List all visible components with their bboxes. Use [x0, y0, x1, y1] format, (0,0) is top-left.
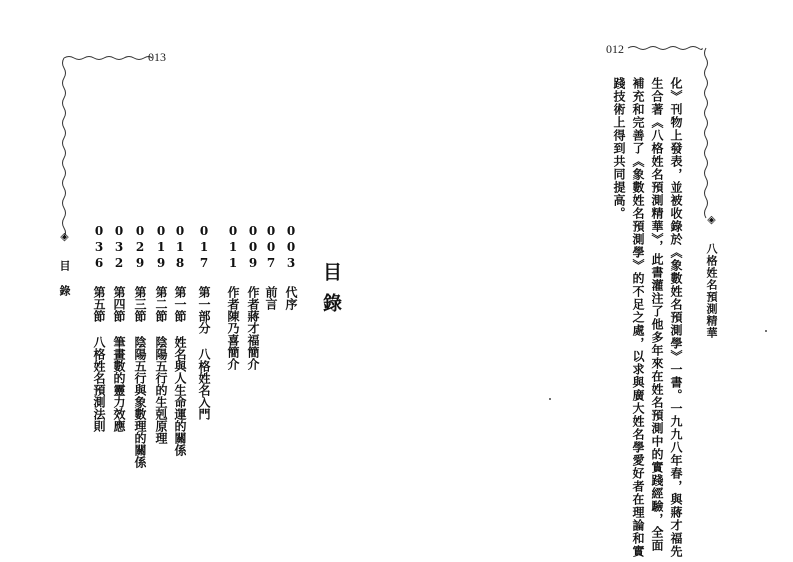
toc-page-number: 019 — [154, 224, 168, 272]
scan-speck — [549, 398, 551, 400]
toc-page-number: 029 — [133, 224, 147, 272]
toc-entry[interactable] — [196, 224, 213, 420]
toc-page-number: 007 — [264, 224, 278, 272]
toc-page-number: 032 — [112, 224, 126, 272]
toc-entry[interactable] — [91, 224, 108, 432]
diamond-icon: ◈ — [58, 230, 71, 244]
toc-entry-title: 第三節 陰陽五行與象數理的關係 — [133, 286, 147, 468]
body-text-line: 補充和完善了《象數姓名預測學》的不足之處，以求與廣大姓名學愛好者在理論和實 — [631, 77, 645, 558]
body-text-line: 化》刊物上發表，並被收錄於《象數姓名預測學》一書。一九九八年春，與蔣才福先 — [669, 77, 683, 558]
toc-entry-title: 作者蔣才福簡介 — [246, 286, 260, 370]
toc-page-number: 003 — [284, 224, 298, 272]
toc-entry-title: 第一部分 八格姓名入門 — [197, 286, 211, 420]
right-page-number: 012 — [606, 42, 624, 56]
scan-speck — [765, 330, 767, 332]
toc-entry-title: 作者陳乃喜簡介 — [226, 286, 240, 370]
toc-entry[interactable] — [111, 224, 128, 432]
left-side-label — [56, 230, 72, 310]
toc-page-number: 017 — [197, 224, 211, 272]
toc-page-number: 011 — [226, 224, 240, 272]
toc-entry[interactable] — [153, 224, 170, 444]
toc-title: 目錄 — [320, 262, 342, 324]
toc-entry-title: 第五節 八格姓名預測法則 — [92, 286, 106, 432]
toc-entry[interactable] — [225, 224, 242, 370]
toc-entry-title: 第一節 姓名與人生命運的關係 — [173, 286, 187, 456]
toc-page-number: 018 — [173, 224, 187, 272]
toc-entry-title: 第四節 筆畫數的靈力效應 — [112, 286, 126, 432]
toc-entry[interactable] — [283, 224, 300, 310]
right-side-label-text: 八格姓名預測精華 — [705, 243, 718, 339]
toc-entry[interactable] — [263, 224, 280, 310]
left-side-label-text: 目錄 — [58, 260, 71, 310]
body-text-line: 踐技術上得到共同提高。 — [612, 77, 626, 220]
toc-entry-title: 第二節 陰陽五行的生剋原理 — [154, 286, 168, 444]
toc-page-number: 036 — [92, 224, 106, 272]
toc-entry[interactable] — [172, 224, 189, 456]
diamond-icon: ◈ — [705, 213, 718, 227]
body-text-line: 生合著《八格姓名預測精華》，此書灌注了他多年來在姓名預測中的實踐經驗，全面 — [650, 77, 664, 552]
toc-entry[interactable] — [245, 224, 262, 370]
right-side-label — [703, 213, 719, 339]
toc-page-number: 009 — [246, 224, 260, 272]
toc-entry-title: 代序 — [284, 286, 298, 310]
toc-entry[interactable] — [132, 224, 149, 468]
toc-entry-title: 前言 — [264, 286, 278, 310]
left-page-number: 013 — [148, 50, 166, 64]
